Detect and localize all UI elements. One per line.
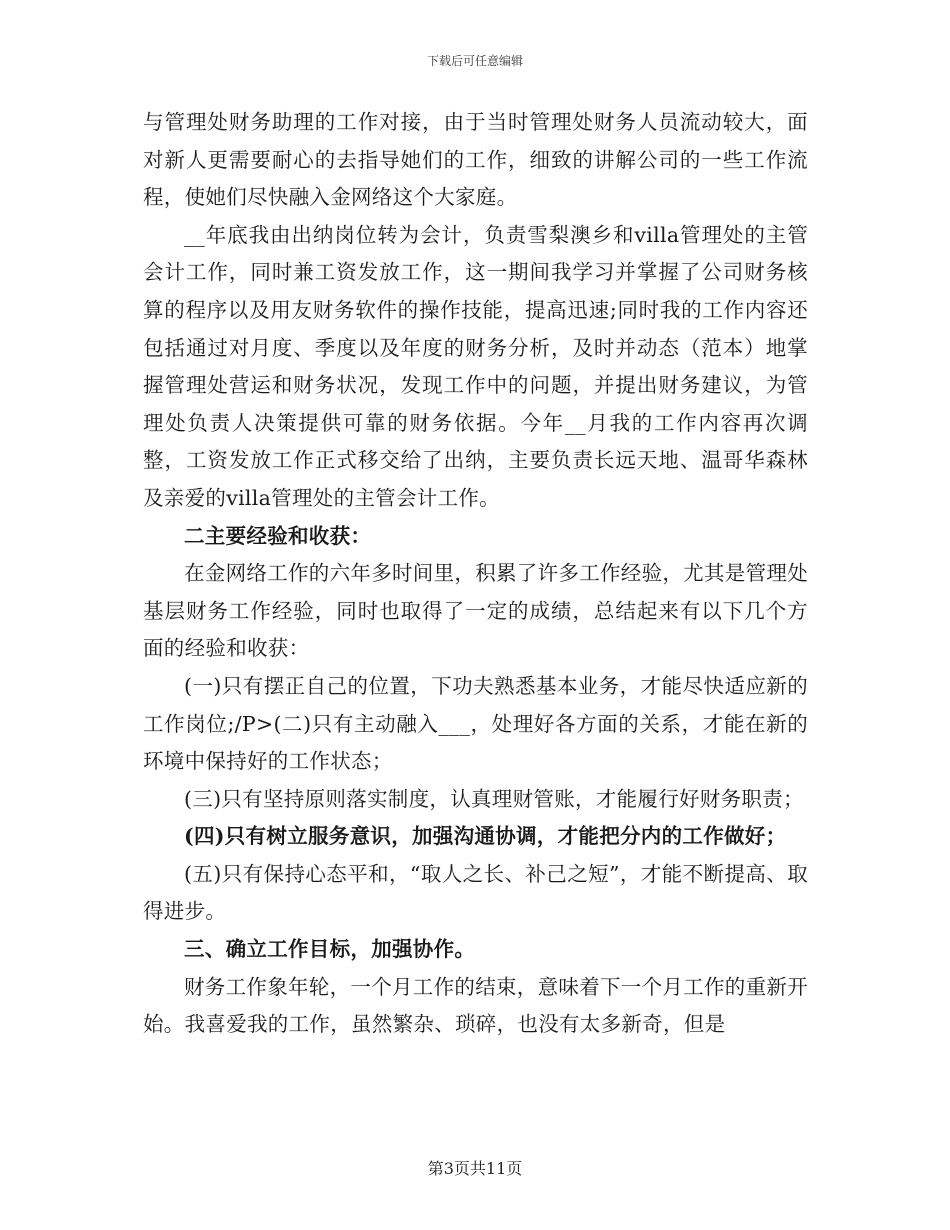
section-heading-experience: 二主要经验和收获： bbox=[184, 523, 372, 548]
paragraph-accounting-role: __年底我由出纳岗位转为会计，负责雪梨澳乡和villa管理处的主管会计工作，同时兼工资发放工作，这一期间我学习并掌握了公司财务核算的程序以及用友财务软件的操作技能，提高迅速;同时我的工作内容还包括通过对月度、季度以及年度的财务分析，及时并动态（范本）地掌握管理处营运和财务状况，发现工作中的问题，并提出财务建议，为管理处负责人决策提供可靠的财务依据。今年__月我的工作内容再次调整，工资发放工作正式移交给了出纳，主要负责长远天地、温哥华森林及亲爱的villa管理处的主管会计工作。 bbox=[143, 222, 808, 510]
page-header: 下载后可任意编辑 bbox=[426, 54, 523, 68]
paragraph-experience-intro: 在金网络工作的六年多时间里，积累了许多工作经验，尤其是管理处基层财务工作经验，同时也取得了一定的成绩，总结起来有以下几个方面的经验和收获： bbox=[143, 561, 808, 661]
list-item-3: (三)只有坚持原则落实制度，认真理财管账，才能履行好财务职责； bbox=[184, 786, 804, 811]
document-body bbox=[143, 104, 808, 1044]
list-item-4: (四)只有树立服务意识，加强沟通协调，才能把分内的工作做好； bbox=[184, 824, 787, 849]
page-number: 第3页共11页 bbox=[427, 1159, 523, 1178]
section-heading-goals: 三、确立工作目标，加强协作。 bbox=[184, 937, 476, 962]
list-item-5: (五)只有保持心态平和，“取人之长、补己之短”，才能不断提高、取得进步。 bbox=[143, 861, 808, 924]
list-item-1-2: (一)只有摆正自己的位置，下功夫熟悉基本业务，才能尽快适应新的工作岗位;/P>(二)只有主动融入___，处理好各方面的关系，才能在新的环境中保持好的工作状态； bbox=[143, 673, 808, 774]
paragraph-continuation: 与管理处财务助理的工作对接，由于当时管理处财务人员流动较大，面对新人更需要耐心的去指导她们的工作，细致的讲解公司的一些工作流程，使她们尽快融入金网络这个大家庭。 bbox=[143, 110, 808, 210]
paragraph-goals: 财务工作象年轮，一个月工作的结束，意味着下一个月工作的重新开始。我喜爱我的工作，虽然繁杂、琐碎，也没有太多新奇，但是 bbox=[143, 974, 808, 1037]
